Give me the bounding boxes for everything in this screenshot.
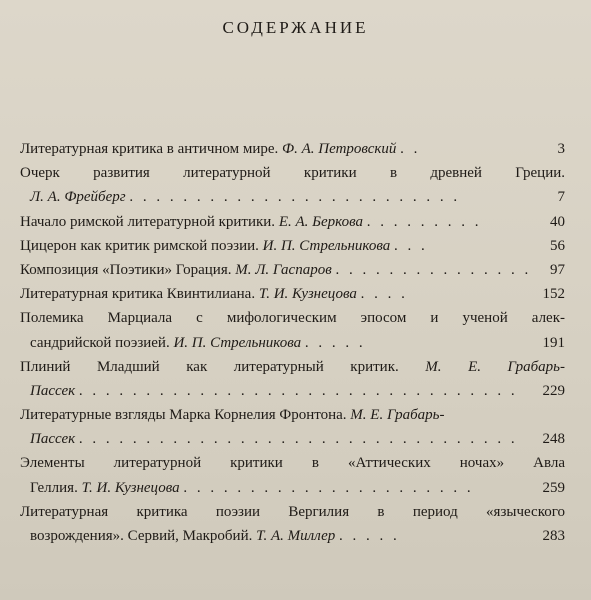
toc-entry-line bbox=[20, 403, 565, 427]
toc-entry-author: Е. А. Беркова bbox=[278, 213, 363, 230]
toc-entry-line bbox=[20, 451, 565, 475]
toc-entry bbox=[20, 137, 565, 161]
toc-entry-page: 229 bbox=[542, 382, 565, 399]
leader-dots: . . . . . . . . . . . . . . . . . . . . . . . . . . . . . . . . . bbox=[78, 431, 518, 448]
toc-entry-author-cont: Пассек bbox=[30, 431, 76, 448]
toc-entry bbox=[20, 476, 565, 500]
toc-entry-author: Л. А. Фрейберг bbox=[30, 189, 126, 206]
leader-dots: . . . . . . . . . . . . . . . . . . . . . . . . . bbox=[129, 189, 461, 206]
toc-entry bbox=[20, 331, 565, 355]
toc-entry bbox=[20, 210, 565, 234]
leader-dots: . . . . . . . . . . . . . . . . . . . . . . . . . . . . . . . . . bbox=[78, 382, 518, 399]
toc-entry-page: 283 bbox=[542, 528, 565, 544]
toc-entry-page: 152 bbox=[542, 286, 565, 303]
toc-entry-title: Начало римской литературной критики. bbox=[20, 213, 276, 230]
toc-entry-author: Ф. А. Петровский bbox=[282, 141, 397, 157]
toc-entry-line bbox=[20, 355, 565, 379]
table-of-contents bbox=[20, 137, 565, 548]
toc-entry-title-cont: сандрийской поэзией. bbox=[30, 334, 170, 351]
toc-entry bbox=[20, 524, 565, 548]
toc-entry-line bbox=[20, 306, 565, 330]
toc-entry-title: Литературная критика в античном мире. bbox=[20, 141, 279, 157]
toc-entry-page: 259 bbox=[542, 479, 565, 496]
toc-entry-page: 191 bbox=[542, 334, 565, 351]
toc-entry-author-cont: Пассек bbox=[30, 382, 76, 399]
toc-entry-page: 56 bbox=[550, 237, 565, 254]
toc-entry-line bbox=[20, 161, 565, 185]
toc-entry-page: 97 bbox=[550, 261, 565, 278]
leader-dots: . . . . . . . . . . . . . . . bbox=[335, 261, 532, 278]
toc-entry-author: Т. А. Миллер bbox=[256, 528, 336, 544]
toc-entry bbox=[20, 379, 565, 403]
toc-entry-title-cont: Геллия. bbox=[30, 479, 78, 496]
leader-dots: . . . bbox=[394, 237, 428, 254]
toc-entry-title: Литературная критика Квинтилиана. bbox=[20, 286, 256, 303]
leader-dots: . . . . . bbox=[339, 528, 400, 544]
toc-entry-title: Литературные взгляды Марка Корнелия Фронтона. bbox=[20, 407, 347, 424]
toc-entry-author: М. Л. Гаспаров bbox=[235, 261, 332, 278]
toc-entry-title: Цицерон как критик римской поэзии. bbox=[20, 237, 259, 254]
leader-dots: . . . . . . . . . . . . . . . . . . . . . . bbox=[183, 479, 474, 496]
toc-entry-author: Т. И. Кузнецова bbox=[81, 479, 180, 496]
toc-entry bbox=[20, 185, 565, 209]
toc-entry-title: Плиний Младший как литературный критик. bbox=[20, 358, 399, 375]
toc-entry-author: Т. И. Кузнецова bbox=[258, 286, 357, 303]
leader-dots: . . . . . bbox=[304, 334, 366, 351]
toc-entry-title: Литературная критика поэзии Вергилия в период «языческого bbox=[20, 503, 565, 520]
leader-dots: . . . . bbox=[360, 286, 408, 303]
toc-entry-page: 7 bbox=[557, 189, 565, 206]
toc-entry-author: М. Е. Грабарь- bbox=[350, 407, 445, 424]
toc-entry-page: 248 bbox=[542, 431, 565, 448]
toc-entry-author: И. П. Стрельникова bbox=[262, 237, 391, 254]
toc-entry-author: М. Е. Грабарь- bbox=[425, 358, 565, 375]
toc-entry-page: 3 bbox=[557, 141, 565, 157]
toc-entry bbox=[20, 427, 565, 451]
toc-entry-title: Полемика Марциала с мифологическим эпосом и ученой алек- bbox=[20, 310, 565, 327]
toc-entry-title-cont: возрождения». Сервий, Макробий. bbox=[30, 528, 253, 544]
page-title: СОДЕРЖАНИЕ bbox=[222, 18, 369, 37]
toc-entry-page: 40 bbox=[550, 213, 565, 230]
toc-entry-title: Элементы литературной критики в «Аттических ночах» Авла bbox=[20, 455, 565, 472]
toc-entry bbox=[20, 234, 565, 258]
leader-dots: . . bbox=[400, 141, 421, 157]
toc-entry-title: Композиция «Поэтики» Горация. bbox=[20, 261, 232, 278]
toc-entry-title: Очерк развития литературной критики в древней Греции. bbox=[20, 165, 565, 182]
toc-entry-author: И. П. Стрельникова bbox=[173, 334, 302, 351]
leader-dots: . . . . . . . . . bbox=[366, 213, 482, 230]
toc-entry-line bbox=[20, 500, 565, 524]
toc-entry bbox=[20, 258, 565, 282]
toc-entry bbox=[20, 282, 565, 306]
